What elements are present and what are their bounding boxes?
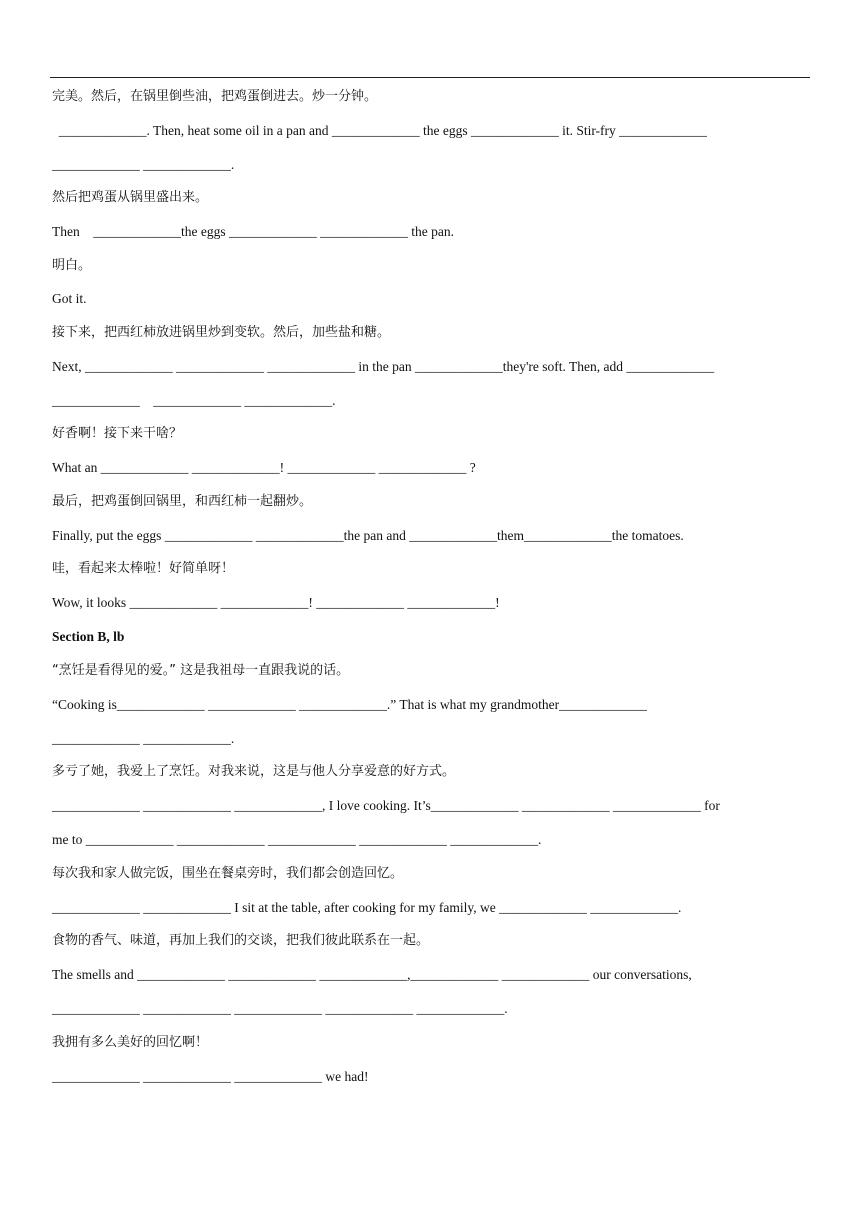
english-blank-line: _____________ _____________ _____________ _____________ _____________. <box>52 1001 508 1016</box>
english-line: Got it. <box>52 291 87 306</box>
english-blank-line: _____________ _____________. <box>52 157 235 172</box>
english-blank-line: What an _____________ _____________! _____________ _____________ ? <box>52 460 476 475</box>
chinese-prompt: 然后把鸡蛋从锅里盛出来。 <box>52 190 209 205</box>
chinese-prompt: 完美。然后，在锅里倒些油，把鸡蛋倒进去。炒一分钟。 <box>52 89 378 104</box>
english-blank-line: me to _____________ _____________ _____________ _____________ _____________. <box>52 832 542 847</box>
english-blank-line: Finally, put the eggs _____________ _____________the pan and _____________them_____________the tomatoes. <box>52 528 684 543</box>
english-blank-line: _____________. Then, heat some oil in a pan and _____________ the eggs _____________ it. Stir-fry _____________ <box>52 123 707 138</box>
chinese-prompt: 多亏了她，我爱上了烹饪。对我来说，这是与他人分享爱意的好方式。 <box>52 764 456 779</box>
chinese-prompt: 食物的香气、味道，再加上我们的交谈，把我们彼此联系在一起。 <box>52 933 430 948</box>
chinese-prompt: 好香啊！接下来干啥？ <box>52 426 183 441</box>
english-blank-line: _____________ _____________. <box>52 731 235 746</box>
english-blank-line: Next, _____________ _____________ _____________ in the pan _____________they're soft. Then, add _____________ <box>52 359 715 374</box>
english-blank-line: _____________ _____________ _____________ we had! <box>52 1069 369 1084</box>
english-blank-line: _____________ _____________ _____________. <box>52 393 336 408</box>
chinese-prompt: 明白。 <box>52 258 92 273</box>
chinese-prompt: 我拥有多么美好的回忆啊！ <box>52 1035 209 1050</box>
english-blank-line: Then _____________the eggs _____________ _____________ the pan. <box>52 224 454 239</box>
header-rule <box>50 77 810 78</box>
chinese-prompt: 接下来，把西红柿放进锅里炒到变软。然后，加些盐和糖。 <box>52 325 391 340</box>
english-blank-line: _____________ _____________ _____________, I love cooking. It’s_____________ _____________ _____________ for <box>52 798 720 813</box>
chinese-prompt: “烹饪是看得见的爱。” 这是我祖母一直跟我说的话。 <box>52 663 350 678</box>
chinese-prompt: 每次我和家人做完饭，围坐在餐桌旁时，我们都会创造回忆。 <box>52 866 404 881</box>
english-blank-line: The smells and _____________ _____________ _____________,_____________ _____________ our conversations, <box>52 967 692 982</box>
english-blank-line: _____________ _____________ I sit at the table, after cooking for my family, we _____________ _____________. <box>52 900 682 915</box>
english-blank-line: “Cooking is_____________ _____________ _____________.” That is what my grandmother_____________ <box>52 697 647 712</box>
chinese-prompt: 哇，看起来太棒啦！好简单呀！ <box>52 561 235 576</box>
chinese-prompt: 最后，把鸡蛋倒回锅里，和西红柿一起翻炒。 <box>52 494 313 509</box>
english-blank-line: Wow, it looks _____________ _____________! _____________ _____________! <box>52 595 500 610</box>
section-heading: Section B, lb <box>52 629 125 644</box>
